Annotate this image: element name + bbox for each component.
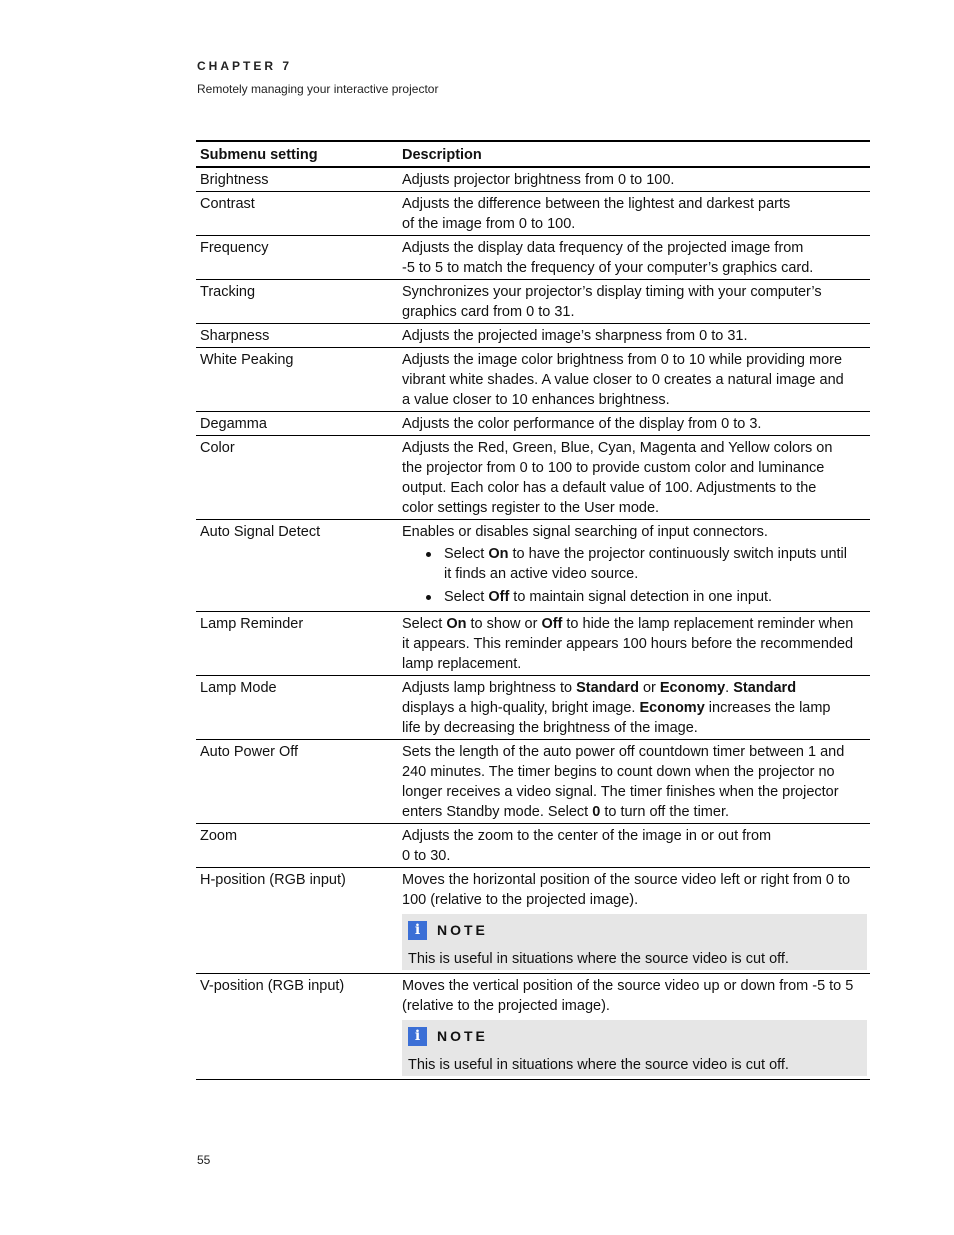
note-box xyxy=(402,914,867,970)
note-text: This is useful in situations where the source video is cut off. xyxy=(408,1057,789,1073)
bullet-bold: Off xyxy=(488,589,510,605)
description-line: output. Each color has a default value of 100. Adjustments to the xyxy=(402,480,817,496)
setting-name: Degamma xyxy=(200,416,267,432)
table-row xyxy=(196,868,870,974)
note-header xyxy=(408,920,861,940)
description-line: displays a high-quality, bright image. Economy increases the lamp xyxy=(402,700,831,716)
column-header-setting: Submenu setting xyxy=(200,147,318,163)
note-header xyxy=(408,1026,861,1046)
bullet-text: it finds an active video source. xyxy=(444,566,639,582)
description-line: 240 minutes. The timer begins to count down when the projector no xyxy=(402,764,835,780)
chapter-subtitle: Remotely managing your interactive projector xyxy=(197,82,439,96)
table-row xyxy=(196,612,870,676)
description-line: Select On to show or Off to hide the lamp replacement reminder when xyxy=(402,616,854,632)
setting-name: Zoom xyxy=(200,828,238,844)
description-line: Moves the vertical position of the source video up or down from -5 to 5 xyxy=(402,978,854,994)
setting-description xyxy=(398,824,870,868)
description-line: Adjusts the image color brightness from 0 to 10 while providing more xyxy=(402,352,843,368)
description-line: the projector from 0 to 100 to provide custom color and luminance xyxy=(402,460,825,476)
table-row xyxy=(196,436,870,520)
table-header-row xyxy=(196,141,870,167)
bullet-text: to maintain signal detection in one input. xyxy=(509,589,773,605)
setting-description xyxy=(398,868,870,974)
description-line: graphics card from 0 to 31. xyxy=(402,304,575,320)
bullet-icon xyxy=(426,552,431,557)
description-line: of the image from 0 to 100. xyxy=(402,216,576,232)
column-header-description: Description xyxy=(402,147,482,163)
setting-name: Lamp Reminder xyxy=(200,616,304,632)
table-row xyxy=(196,324,870,348)
description-line: Adjusts projector brightness from 0 to 100. xyxy=(402,172,675,188)
info-icon: i xyxy=(408,1027,427,1046)
setting-description xyxy=(398,676,870,740)
table-row xyxy=(196,412,870,436)
bullet-list xyxy=(420,544,867,607)
description-line: 100 (relative to the projected image). xyxy=(402,892,639,908)
setting-description xyxy=(398,348,870,412)
table-row xyxy=(196,676,870,740)
setting-description xyxy=(398,280,870,324)
setting-description xyxy=(398,974,870,1080)
info-icon: i xyxy=(408,921,427,940)
description-line: Enables or disables signal searching of input connectors. xyxy=(402,524,768,540)
setting-name: H-position (RGB input) xyxy=(200,872,346,888)
setting-name: Tracking xyxy=(200,284,256,300)
setting-description xyxy=(398,167,870,192)
setting-name: Color xyxy=(200,440,235,456)
setting-name: White Peaking xyxy=(200,352,294,368)
setting-name: Frequency xyxy=(200,240,269,256)
table-row xyxy=(196,740,870,824)
bullet-bold: On xyxy=(488,546,509,562)
setting-description xyxy=(398,612,870,676)
description-line: longer receives a video signal. The timer finishes when the projector xyxy=(402,784,839,800)
description-line: Adjusts the difference between the lightest and darkest parts xyxy=(402,196,791,212)
description-line: Adjusts the Red, Green, Blue, Cyan, Magenta and Yellow colors on xyxy=(402,440,833,456)
setting-description xyxy=(398,740,870,824)
bullet-text: to have the projector continuously switch inputs until xyxy=(508,546,848,562)
bullet-item xyxy=(420,544,867,584)
description-line: Adjusts the zoom to the center of the image in or out from xyxy=(402,828,772,844)
setting-description xyxy=(398,412,870,436)
bullet-item xyxy=(420,587,867,607)
table-row xyxy=(196,974,870,1080)
table-row xyxy=(196,824,870,868)
setting-name: Contrast xyxy=(200,196,255,212)
note-title: NOTE xyxy=(437,1028,488,1044)
setting-description xyxy=(398,436,870,520)
description-line: Adjusts lamp brightness to Standard or Economy. Standard xyxy=(402,680,797,696)
description-line: Sets the length of the auto power off countdown timer between 1 and xyxy=(402,744,845,760)
chapter-label: CHAPTER 7 xyxy=(197,59,293,73)
setting-name: Lamp Mode xyxy=(200,680,277,696)
note-title: NOTE xyxy=(437,922,488,938)
note-text: This is useful in situations where the source video is cut off. xyxy=(408,951,789,967)
bullet-icon xyxy=(426,595,431,600)
setting-name: V-position (RGB input) xyxy=(200,978,345,994)
setting-description xyxy=(398,324,870,348)
description-line: enters Standby mode. Select 0 to turn off the timer. xyxy=(402,804,729,820)
table-row xyxy=(196,280,870,324)
description-line: 0 to 30. xyxy=(402,848,451,864)
description-line: lamp replacement. xyxy=(402,656,522,672)
setting-description xyxy=(398,236,870,280)
setting-name: Brightness xyxy=(200,172,269,188)
description-line: color settings register to the User mode. xyxy=(402,500,660,516)
description-line: Adjusts the projected image’s sharpness from 0 to 31. xyxy=(402,328,748,344)
description-line: life by decreasing the brightness of the image. xyxy=(402,720,698,736)
setting-name: Auto Power Off xyxy=(200,744,299,760)
bullet-text: Select xyxy=(444,546,489,562)
note-box xyxy=(402,1020,867,1076)
description-line: -5 to 5 to match the frequency of your computer’s graphics card. xyxy=(402,260,814,276)
table-row xyxy=(196,167,870,192)
description-line: Moves the horizontal position of the source video left or right from 0 to xyxy=(402,872,851,888)
description-line: (relative to the projected image). xyxy=(402,998,610,1014)
description-line: it appears. This reminder appears 100 hours before the recommended xyxy=(402,636,854,652)
table-row xyxy=(196,520,870,612)
description-line: a value closer to 10 enhances brightness. xyxy=(402,392,670,408)
submenu-settings-table xyxy=(196,140,870,1080)
description-line: Adjusts the display data frequency of the projected image from xyxy=(402,240,804,256)
description-line: Adjusts the color performance of the display from 0 to 3. xyxy=(402,416,762,432)
setting-name: Sharpness xyxy=(200,328,270,344)
description-line: vibrant white shades. A value closer to 0 creates a natural image and xyxy=(402,372,844,388)
description-line: Synchronizes your projector’s display timing with your computer’s xyxy=(402,284,822,300)
bullet-text: Select xyxy=(444,589,489,605)
table-row xyxy=(196,348,870,412)
setting-name: Auto Signal Detect xyxy=(200,524,321,540)
table-row xyxy=(196,192,870,236)
page-number: 55 xyxy=(197,1153,211,1167)
setting-description xyxy=(398,520,870,612)
setting-description xyxy=(398,192,870,236)
table-row xyxy=(196,236,870,280)
